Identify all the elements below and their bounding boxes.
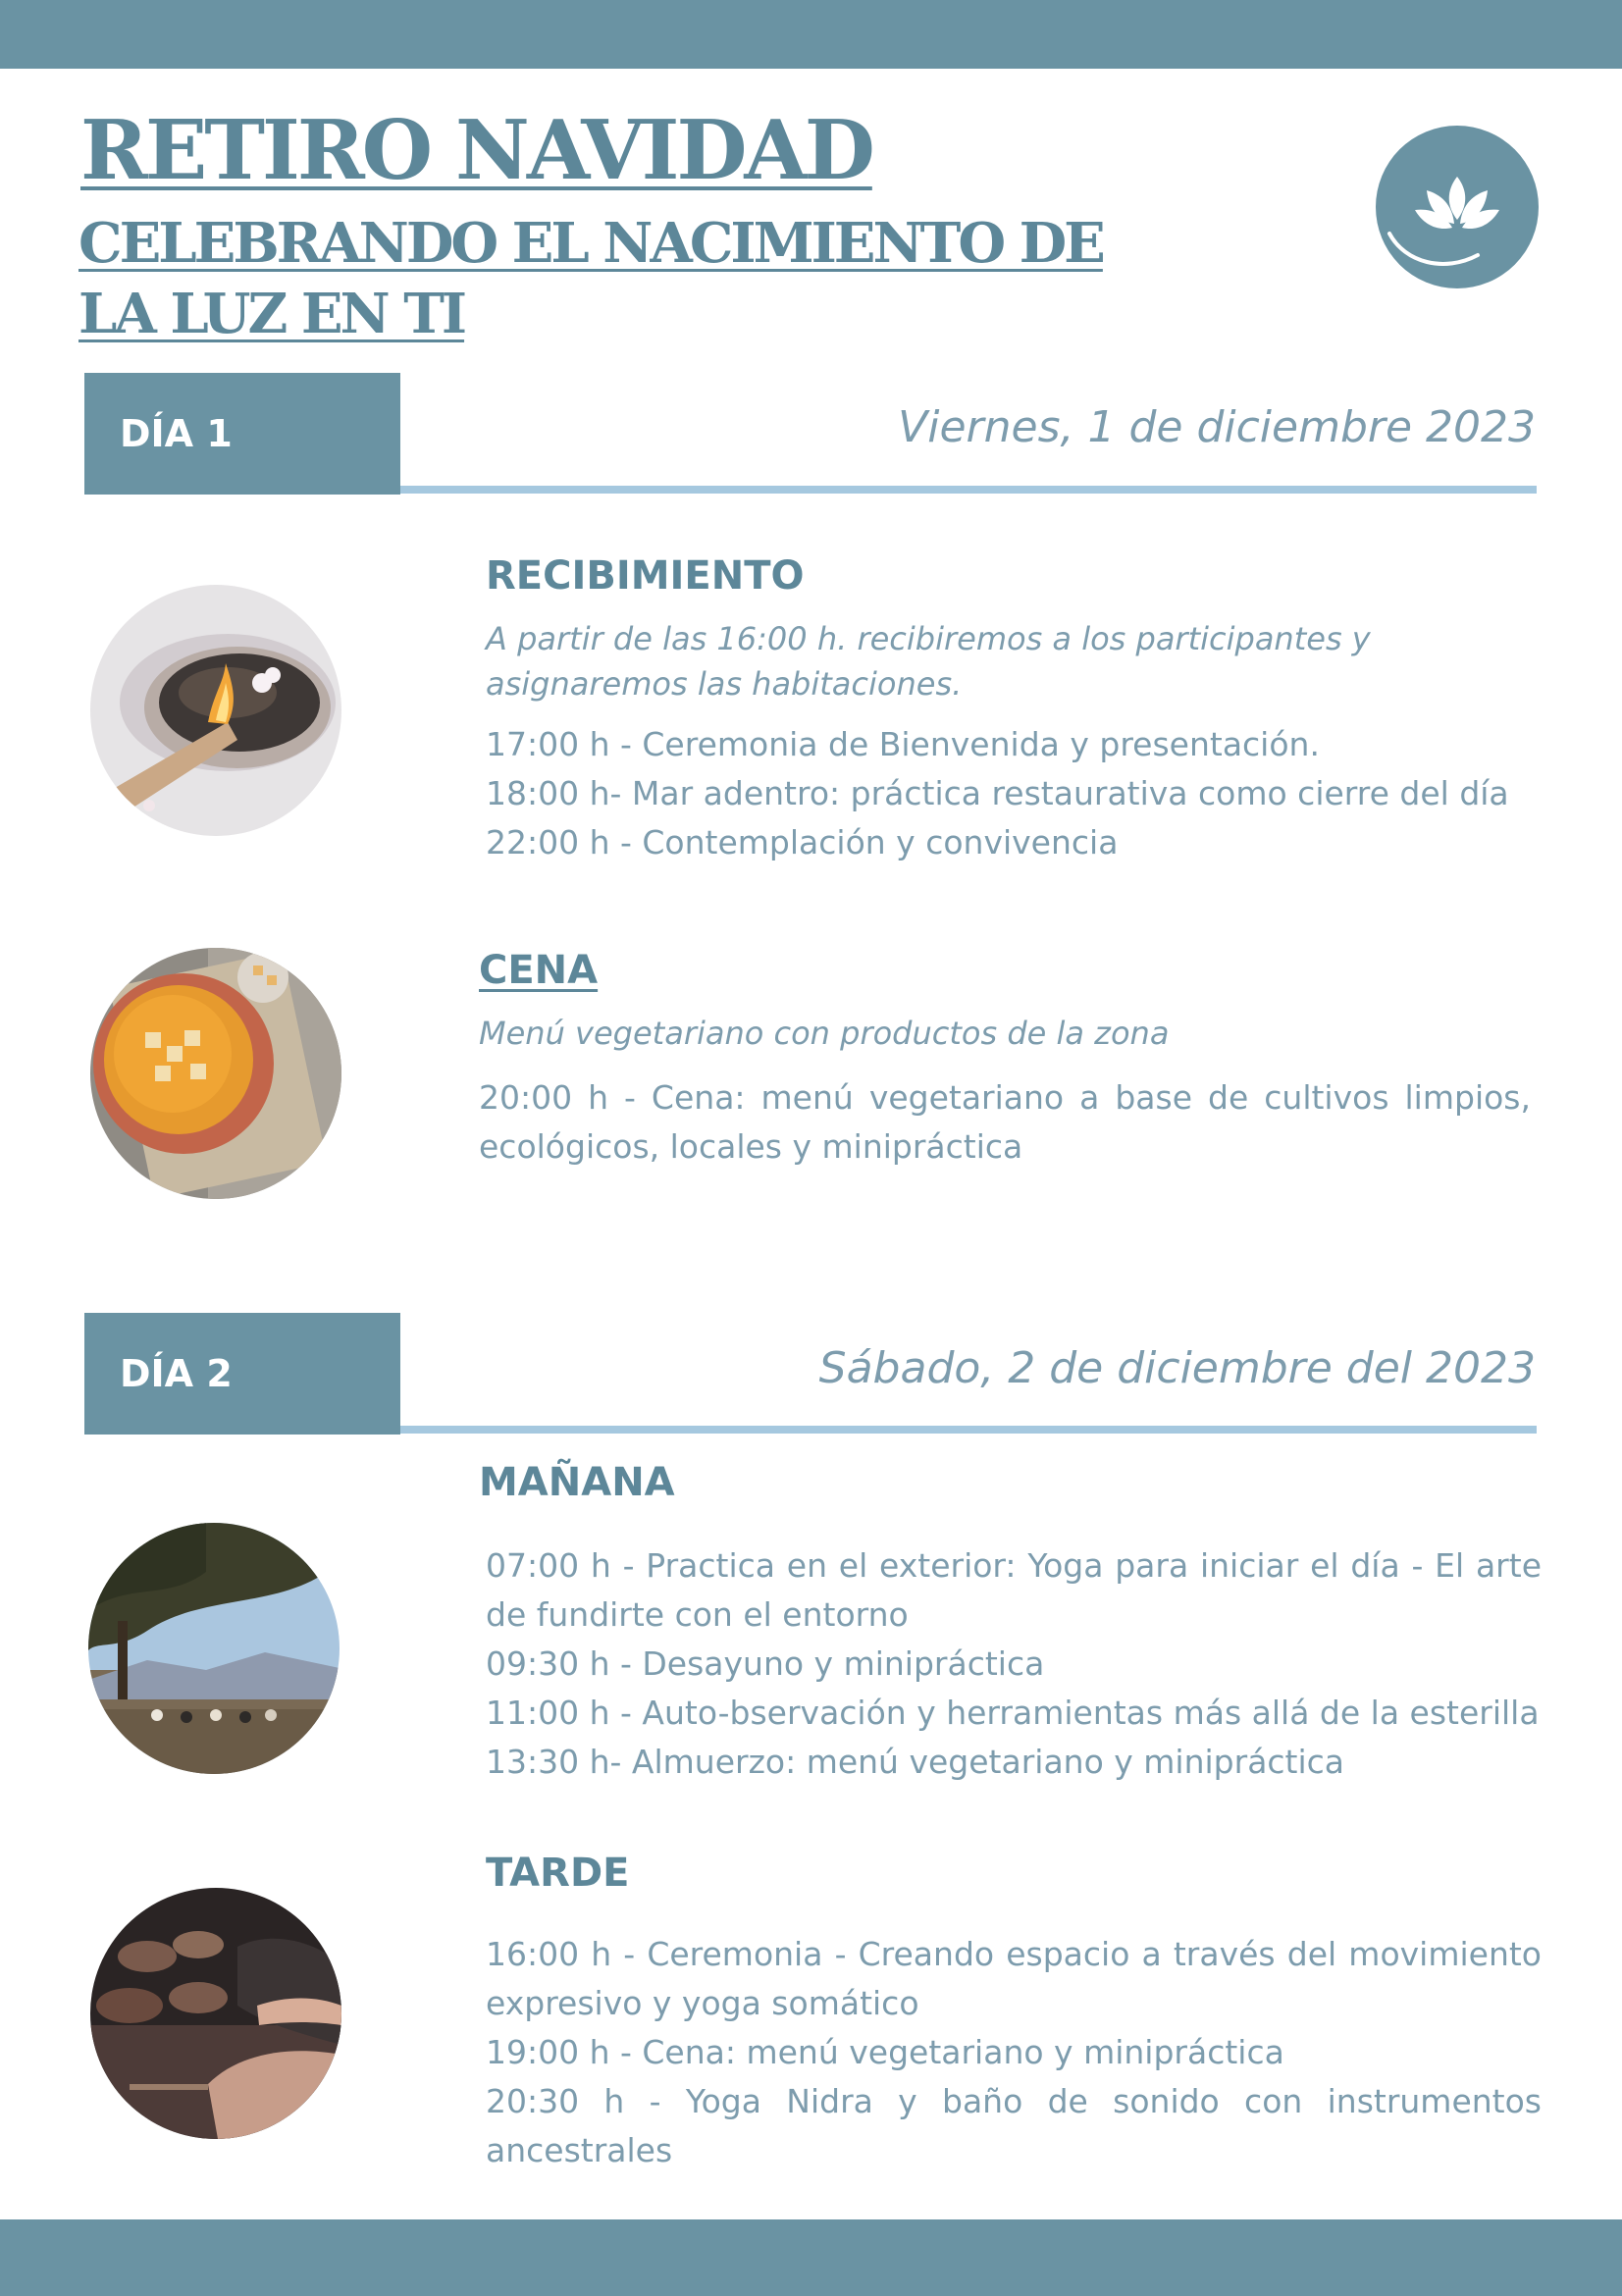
day-2-date: Sábado, 2 de diciembre del 2023 (818, 1343, 1536, 1393)
schedule-item: 11:00 h - Auto-bservación y herramientas más allá de la esterilla (486, 1694, 1540, 1732)
bottom-band (0, 2219, 1622, 2296)
schedule-item: 13:30 h- Almuerzo: menú vegetariano y minipráctica (486, 1743, 1345, 1781)
lotus-icon (1376, 126, 1539, 288)
schedule-item: 07:00 h - Practica en el exterior: Yoga para iniciar el día - El arte de fundirte con el entorno (486, 1546, 1542, 1634)
page-subtitle: CELEBRANDO EL NACIMIENTO DE LA LUZ EN TI (78, 211, 1103, 346)
day-1-label: DÍA 1 (84, 373, 400, 495)
schedule-list-cena (479, 1073, 1531, 1172)
top-band (0, 0, 1622, 69)
schedule-list-recibimiento (486, 720, 1545, 867)
ceremony-photo (90, 585, 341, 836)
day-2-label: DÍA 2 (84, 1313, 400, 1435)
schedule-item: 22:00 h - Contemplación y convivencia (486, 823, 1119, 861)
section-intro-cena: Menú vegetariano con productos de la zona (479, 1015, 1170, 1052)
outdoor-yoga-photo (88, 1523, 340, 1774)
page-title: RETIRO NAVIDAD (80, 102, 872, 198)
soup-photo (90, 948, 341, 1199)
schedule-list-tarde (486, 1930, 1542, 2175)
schedule-item: 19:00 h - Cena: menú vegetariano y minipráctica (486, 2033, 1284, 2071)
section-intro-recibimiento: A partir de las 16:00 h. recibiremos a los participantes y asignaremos las habitaciones. (486, 620, 1371, 703)
section-title-cena: CENA (479, 948, 599, 993)
section-title-recibimiento: RECIBIMIENTO (486, 553, 805, 599)
day-2-divider (400, 1426, 1537, 1434)
schedule-list-manana (486, 1541, 1542, 1787)
day-1-date: Viernes, 1 de diciembre 2023 (898, 402, 1536, 452)
schedule-item: 18:00 h- Mar adentro: práctica restaurativa como cierre del día (486, 774, 1509, 812)
schedule-item: 09:30 h - Desayuno y minipráctica (486, 1644, 1045, 1683)
section-title-manana: MAÑANA (479, 1460, 675, 1505)
schedule-item: 16:00 h - Ceremonia - Creando espacio a través del movimiento expresivo y yoga somático (486, 1935, 1542, 2022)
schedule-item: 20:00 h - Cena: menú vegetariano a base de cultivos limpios, ecológicos, locales y minipráctica (479, 1078, 1531, 1166)
schedule-item: 20:30 h - Yoga Nidra y baño de sonido con instrumentos ancestrales (486, 2082, 1542, 2169)
schedule-item: 17:00 h - Ceremonia de Bienvenida y presentación. (486, 725, 1320, 763)
day-1-divider (400, 486, 1537, 494)
section-title-tarde: TARDE (486, 1851, 630, 1896)
sound-bowls-photo (90, 1888, 341, 2139)
